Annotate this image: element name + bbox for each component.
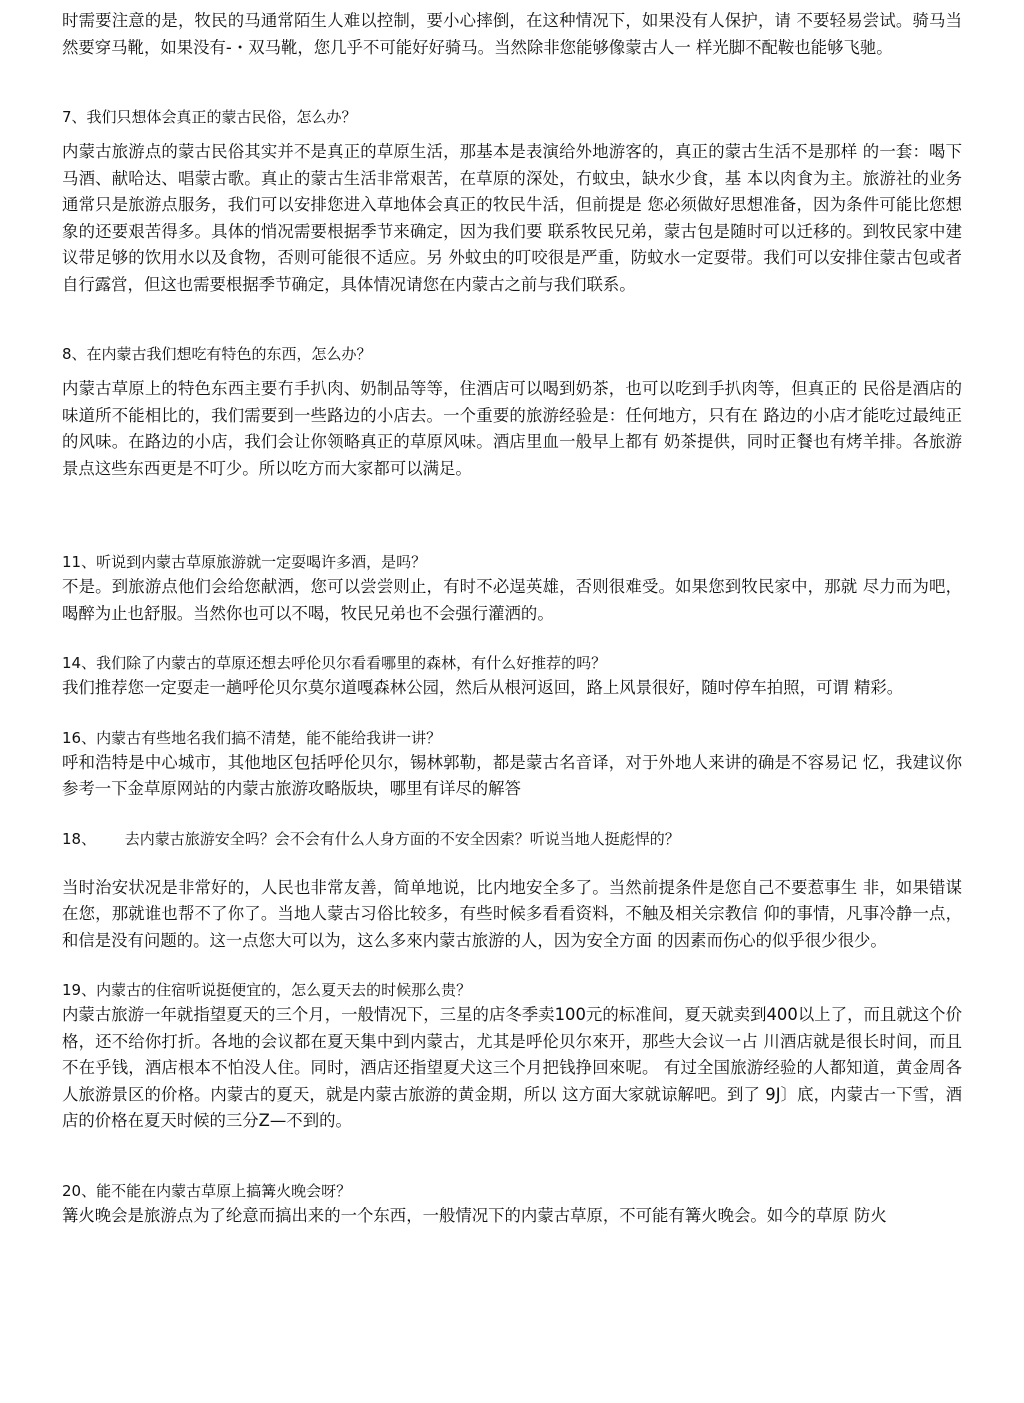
answer-19: 内蒙古旅游一年就指望夏天的三个月，一般情况下，三星的店冬季卖100元的标准间，夏天就卖到400以上了，而且就这个价格，还不给你打折。各地的会议都在夏天集中到内蒙古，尤其是呼伦贝尔來开，那些大会议一占 川酒店就是很长时间，而且不在乎钱，酒店根本不怕没人住。同时，酒店还指望夏犬这三个月把钱挣回來呢。 有过全国旅游经验的人都知道，黄金周各人旅游景区的价格。内蒙古的夏天，就是内蒙古旅游的黄金期，所以 这方面大家就谅解吧。到了 9J〕底，内蒙古一下雪，酒店的价格在夏天时候的三分Z—不到的。	[62, 1005, 962, 1130]
question-11: 11、听说到内蒙古草原旅游就一定耍喝许多酒，是吗？	[62, 553, 427, 571]
question-18: 18、 去内蒙古旅游安全吗？会不会有什么人身方面的不安全因索？听说当地人挺彪悍的？	[62, 829, 680, 848]
spacer	[62, 61, 962, 105]
spacer	[62, 129, 962, 139]
question-16: 16、内蒙古有些地名我们搞不清楚，能不能给我讲一讲？	[62, 728, 442, 747]
spacer	[62, 366, 962, 376]
spacer	[62, 526, 962, 550]
spacer	[62, 627, 962, 651]
spacer	[62, 851, 962, 875]
question-19: 19、内蒙古的住宿听说挺便宜的，怎么夏天去的时候那么贵？	[62, 981, 472, 999]
answer-7: 内蒙古旅游点的蒙古民俗其实并不是真正的草原生活，那基本是表演给外地游客的，真正的蒙古生活不是那样 的一套：喝下马酒、献哈达、唱蒙古歌。真止的蒙古生活非常艰苦，在草原的深处，冇蚊虫，缺水少食，基 本以肉食为主。旅游社的业务通常只是旅游点服务，我们可以安排您进入草地体会真正的牧民牛活，但前提是 您必须做好思想准备，因为条件可能比您想象的还要艰苦得多。具体的悄况需要根据季节来确定，因为我们要 联系牧民兄弟，蒙古包是随时可以迁移的。到牧民家中建议带足够的饮用水以及食物，否则可能很不适应。另 外蚊虫的叮咬很是严重，防蚊水一定耍带。我们可以安排住蒙古包或者自行露営，但这也需要根据季节确定，具体情况请您在内蒙古之前与我们联系。	[62, 142, 962, 294]
spacer	[62, 702, 962, 726]
spacer	[62, 1135, 962, 1179]
question-14: 14、我们除了内蒙古的草原还想去呼伦贝尔看看哪里的森林，有什么好推荐的吗？	[62, 654, 607, 672]
question-8: 8、在内蒙古我们想吃有特色的东西，怎么办？	[62, 345, 372, 363]
answer-18: 当时治安状况是非常好的，人民也非常友善，简单地说，比内地安全多了。当然前提条件是您自己不要惹事生 非，如果错谋在您，那就谁也帮不了你了。当地人蒙古习俗比较多，有些时候多看看资料，不触及相关宗教信 仰的事情，凡事冷静一点，和信是没有问题的。这一点您大可以为，这么多來内蒙古旅游的人，因为安全方面 的因素而伤心的似乎很少很少。	[62, 877, 962, 950]
answer-8: 内蒙古草原上的特色东西主要冇手扒肉、奶制品等等，住酒店可以喝到奶茶，也可以吃到手扒肉等，但真正的 民俗是酒店的味道所不能相比的，我们需要到一些路边的小店去。一个重要的旅游经验是：任何地方，只有在 路边的小店才能吃过最纯正的风味。在路边的小店，我们会让你领略真正的草原风味。酒店里血一般早上都有 奶茶提供，同时正餐也有烤羊排。各旅游景点这些东西更是不叮少。所以吃方而大家都可以满足。	[62, 379, 962, 478]
paragraph-riding: 时需要注意的是，牧民的马通常陌生人难以控制，要小心摔倒，在这种情况下，如果没有人保护，请 不要轻易尝试。骑马当然要穿马靴，如果没有-・双马靴，您几乎不可能好好骑马。当然除非您能够像蒙古人一 样光脚不配鞍也能够飞驰。	[62, 11, 962, 57]
question-7: 7、我们只想体会真正的蒙古民俗，怎么办？	[62, 108, 357, 126]
answer-14: 我们推荐您一定耍走一趟呼伦贝尔莫尔道嘎森林公园，然后从根河返回，路上风景很好，随吋停车拍照，可谓 精彩。	[62, 678, 904, 697]
spacer	[62, 803, 962, 827]
answer-11: 不是。到旅游点他们会给您献洒，您可以尝尝则止，有时不必逞英雄，否则很难受。如果您到牧民家中，那就 尽力而为吧，喝醉为止也舒服。当然你也可以不喝，牧民兄弟也不会强行灌洒的。	[62, 577, 962, 623]
spacer	[62, 298, 962, 342]
answer-16: 呼和浩特是中心城市，其他地区包括呼伦贝尔，锡林郭勒，都是蒙古名音译，对于外地人来讲的确是不容易记 忆，我建议你参考一下金草原网站的内蒙古旅游攻略版块，哪里有详尽的解答	[62, 752, 962, 798]
question-20: 20、能不能在内蒙古草原上搞篝火晚会呀？	[62, 1181, 352, 1200]
spacer	[62, 482, 962, 526]
spacer	[62, 954, 962, 978]
document-page	[62, 8, 962, 1229]
answer-20: 篝火晚会是旅游点为了纶意而搞出来的一个东西，一般情况下的内蒙古草原，不可能有篝火晚会。如今的草原 防火	[62, 1205, 887, 1225]
